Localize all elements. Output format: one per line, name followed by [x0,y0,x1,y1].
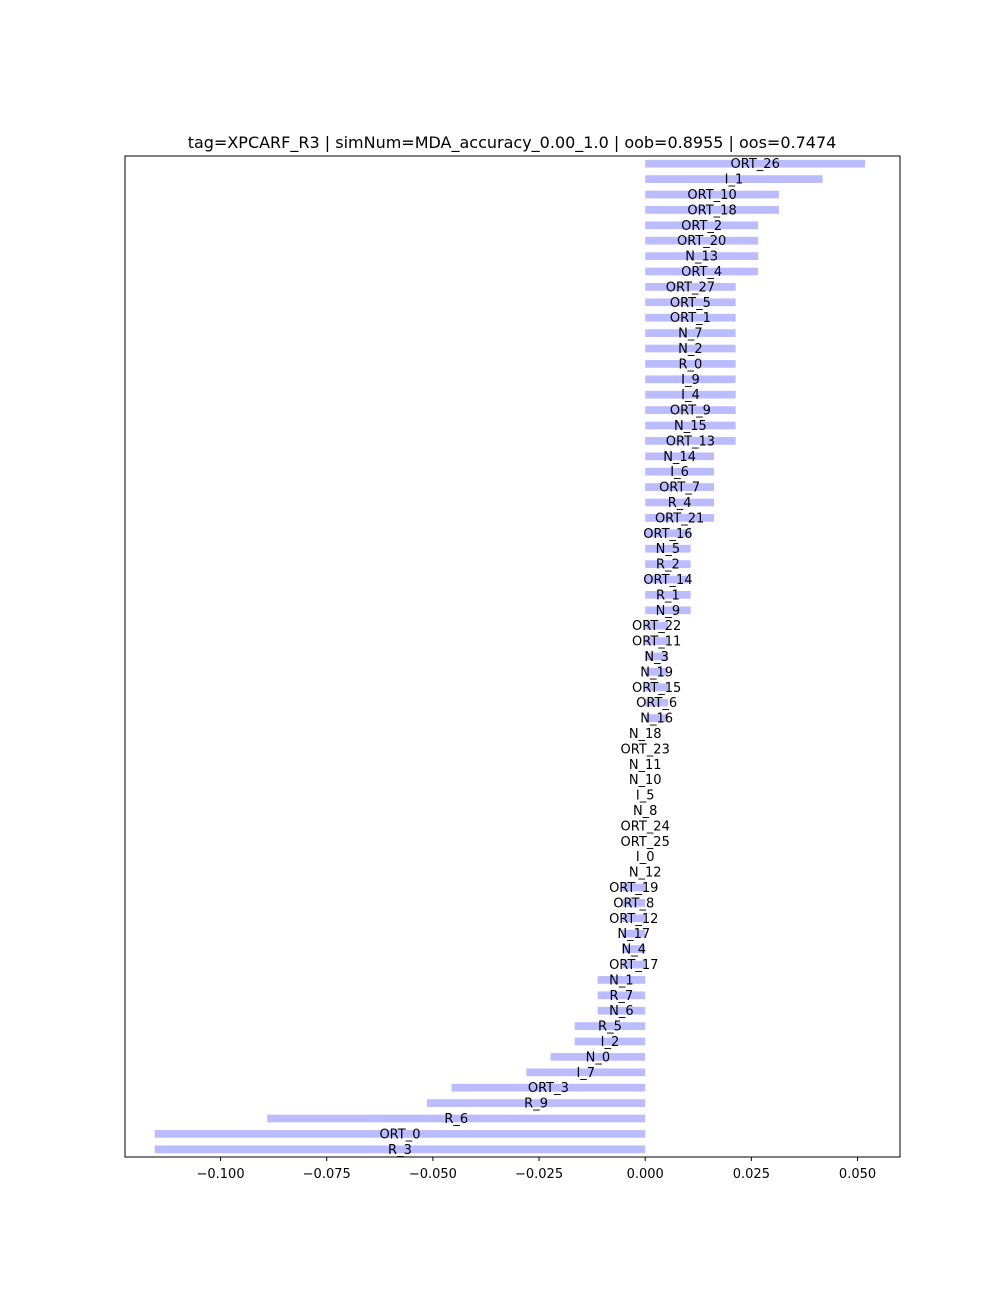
bar-label: I_7 [576,1065,596,1081]
chart-title: tag=XPCARF_R3 | simNum=MDA_accuracy_0.00_1.0 | oob=0.8955 | oos=0.7474 [187,133,837,152]
bar-label: R_9 [524,1096,548,1112]
x-tick-label: −0.100 [196,1167,245,1182]
x-axis [196,1157,876,1182]
bar-label: N_14 [663,449,696,465]
bar-label: R_7 [609,988,634,1004]
bar-label: ORT_4 [681,265,723,280]
bar-label: N_8 [632,804,658,819]
bar-label: ORT_21 [654,511,705,527]
bar-label: N_6 [609,1004,634,1020]
bar-label: ORT_10 [687,188,737,203]
bar-label: ORT_8 [613,896,655,912]
bar-label: N_13 [685,249,719,265]
bar-label: R_1 [656,588,680,604]
bar-label: ORT_16 [643,526,693,542]
bar-labels-group [379,157,779,1158]
x-tick-label: 0.000 [626,1167,664,1182]
bar-label: ORT_26 [730,157,780,173]
bar-label: N_3 [644,650,669,665]
bar-label: ORT_6 [636,696,678,712]
bar-label: ORT_5 [669,295,711,311]
bar-label: I_9 [681,372,700,388]
bar-label: N_5 [655,542,681,558]
bar-label: ORT_11 [632,634,682,650]
bar-label: I_2 [600,1035,620,1050]
bar-label: N_12 [628,865,662,881]
x-tick-label: 0.050 [838,1167,877,1182]
bar-label: I_1 [724,172,744,188]
bar-label: N_19 [640,665,674,681]
bar-label: N_0 [585,1050,611,1066]
bar-label: N_1 [609,973,634,989]
bar-label: ORT_14 [643,573,693,588]
x-tick-label: −0.075 [302,1167,351,1182]
bar-label: N_15 [674,419,707,434]
bar-label: ORT_23 [620,742,670,758]
bar-label: N_17 [617,927,651,943]
x-tick-label: −0.050 [408,1167,457,1182]
bar-label: ORT_3 [527,1081,569,1097]
bar-label: ORT_17 [609,958,659,973]
bar-label: N_11 [628,757,662,773]
bar-label: R_4 [667,496,692,511]
bar-label: I_6 [670,465,689,481]
bar-label: R_2 [656,557,680,573]
bar-label: N_18 [628,727,662,742]
bar-label: R_6 [444,1112,469,1127]
x-tick-label: 0.025 [732,1167,770,1182]
bar-label: ORT_0 [379,1127,421,1143]
bar-label: ORT_7 [659,480,701,496]
bar-label: ORT_1 [669,311,711,327]
bar-label: ORT_12 [609,911,659,927]
bar-label: R_3 [388,1142,412,1158]
bar-label: N_7 [678,326,703,342]
plot-frame [125,156,900,1157]
bar-label: R_0 [678,357,703,373]
bar-label: ORT_9 [669,403,711,419]
bar-label: N_9 [655,603,681,619]
bar-label: N_2 [678,342,703,357]
bar-label: N_4 [621,942,646,958]
bar-label: ORT_20 [677,234,727,250]
bar-label: ORT_27 [665,280,716,296]
bar-label: ORT_15 [632,680,682,696]
bar-label: I_4 [681,388,700,404]
bar-label: N_16 [640,711,674,727]
bar-label: ORT_19 [609,881,659,896]
bar-label: I_0 [635,850,655,866]
bar-label: ORT_2 [681,218,723,234]
bar-label: ORT_25 [620,834,670,850]
bar-label: N_10 [628,773,662,789]
bar-label: ORT_13 [665,434,716,450]
bar-label: ORT_22 [632,619,682,635]
bar-label: R_5 [598,1019,622,1035]
bar-label: ORT_24 [620,819,670,835]
bar-label: I_5 [635,788,655,804]
x-tick-label: −0.025 [514,1167,564,1182]
bars-group [155,160,865,1153]
bar-label: ORT_18 [687,203,737,219]
